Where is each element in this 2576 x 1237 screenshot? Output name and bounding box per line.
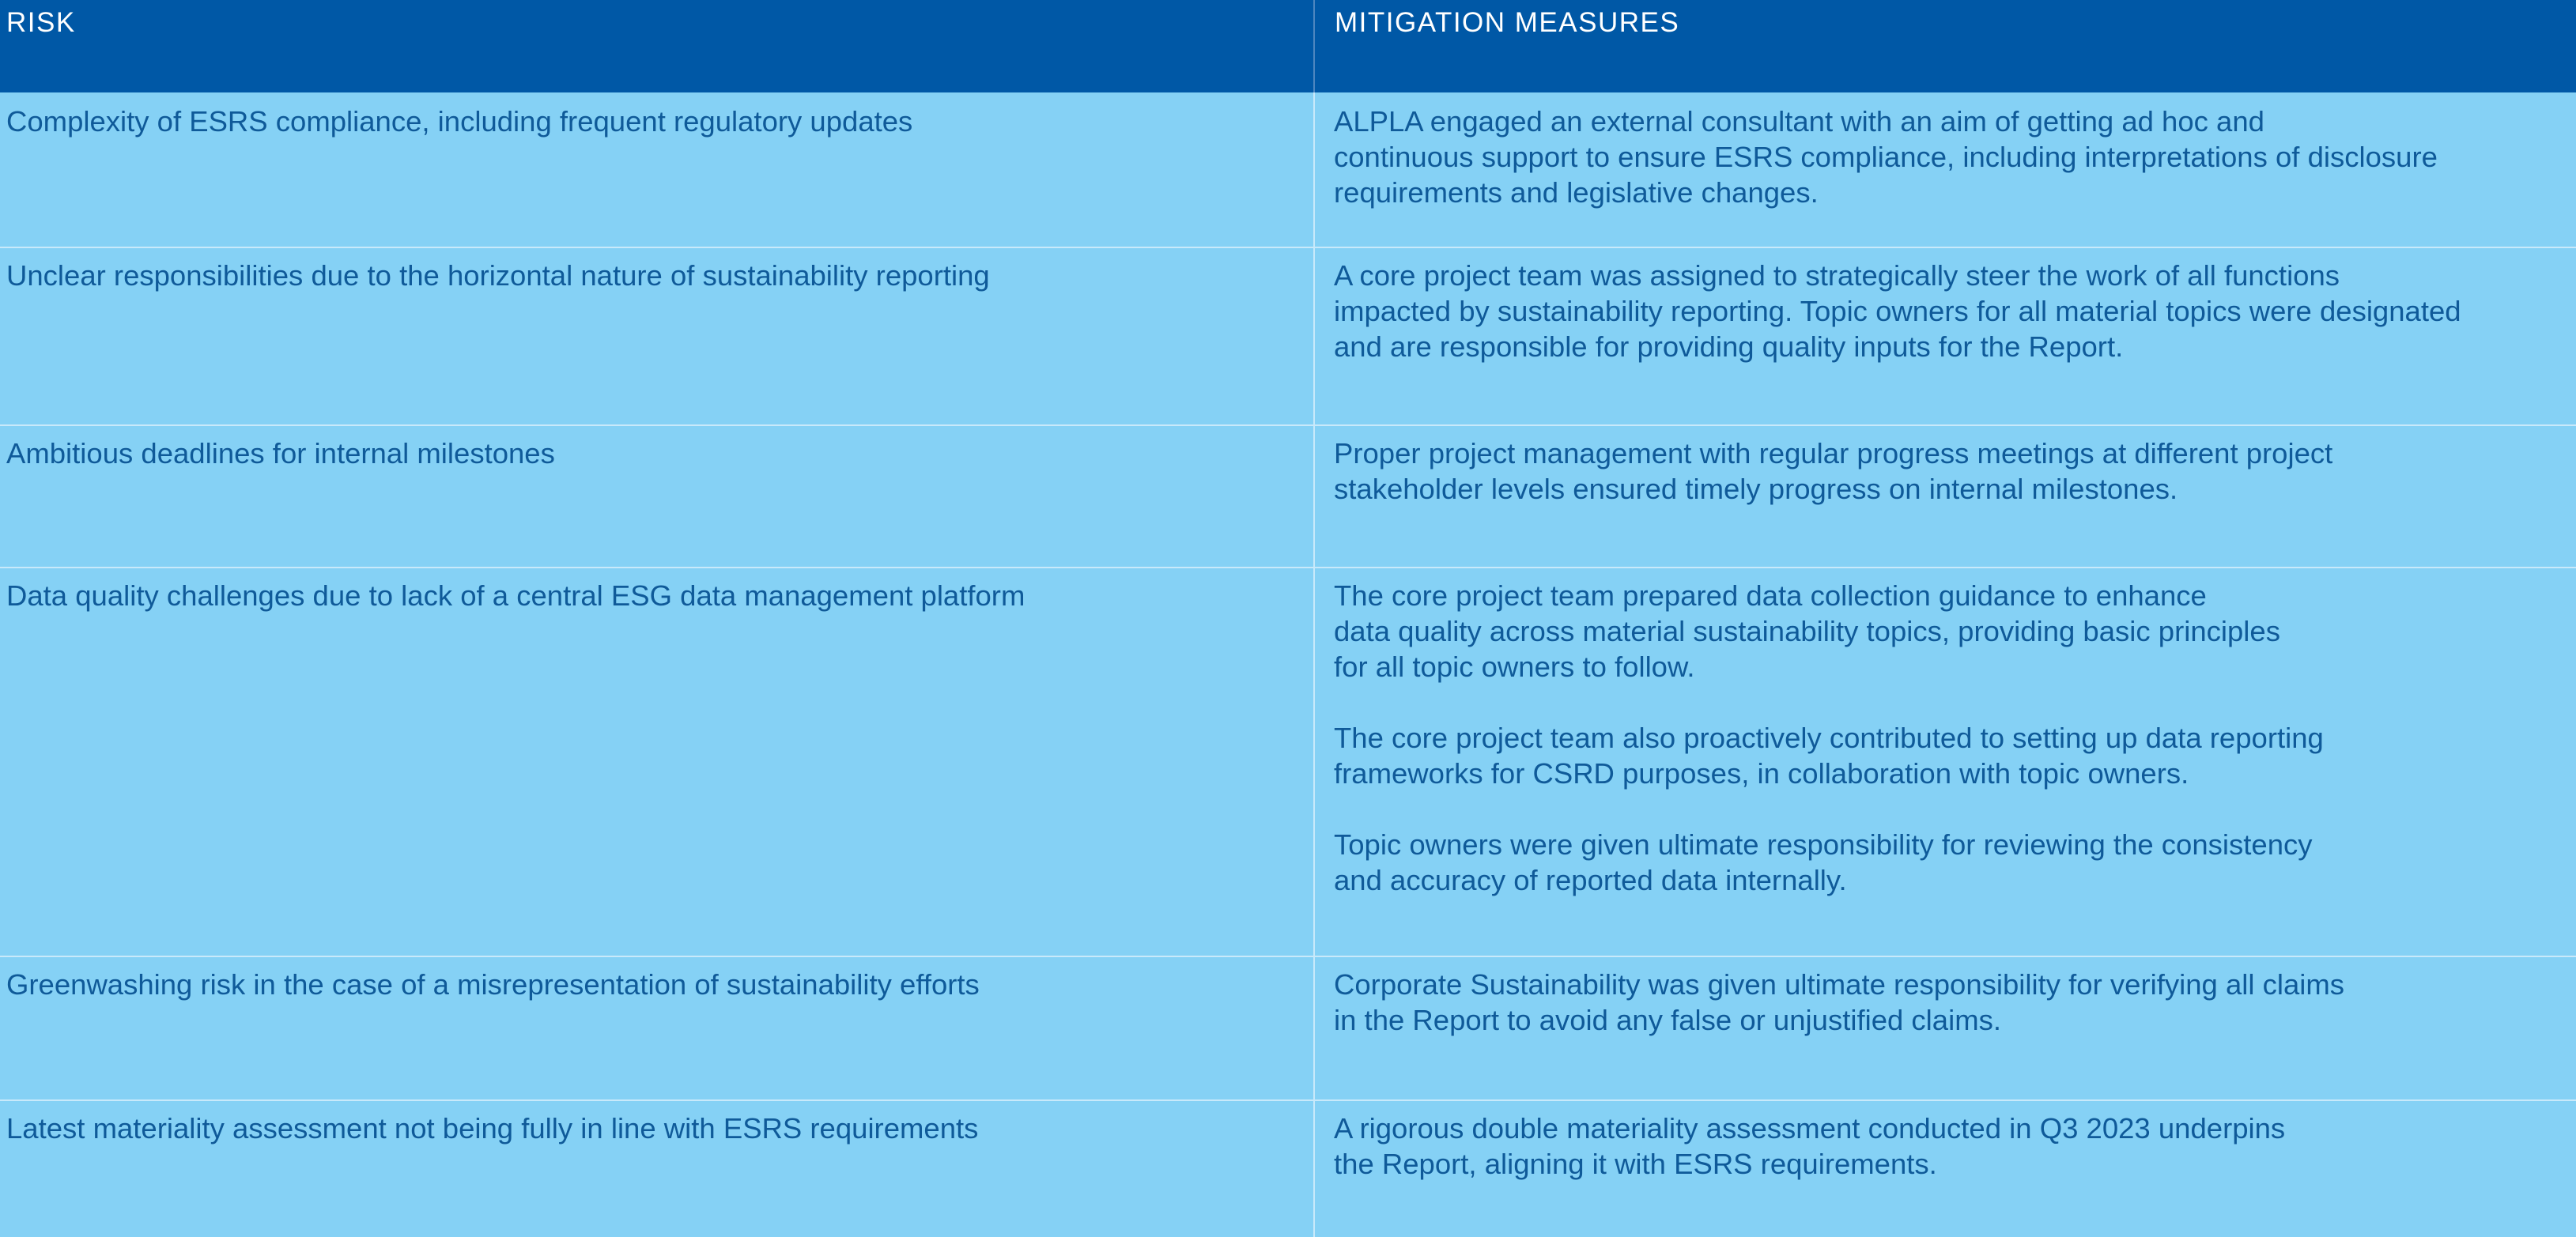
mitigation-text-line: continuous support to ensure ESRS compliance, including interpretations of disclosure bbox=[1334, 141, 2438, 173]
row-divider bbox=[0, 956, 2576, 957]
header-column-divider bbox=[1313, 0, 1315, 92]
risk-cell: Ambitious deadlines for internal milestones bbox=[6, 437, 555, 470]
paragraph-gap bbox=[1334, 684, 2567, 720]
mitigation-text-line: the Report, aligning it with ESRS requirements. bbox=[1334, 1148, 1937, 1180]
mitigation-text-line: and are responsible for providing quality inputs for the Report. bbox=[1334, 330, 2124, 363]
row-divider bbox=[0, 424, 2576, 426]
mitigation-cell bbox=[1334, 967, 2567, 1038]
paragraph-gap bbox=[1334, 791, 2567, 827]
mitigation-text-line: data quality across material sustainability topics, providing basic principles bbox=[1334, 615, 2280, 647]
risk-cell: Greenwashing risk in the case of a misrepresentation of sustainability efforts bbox=[6, 968, 980, 1001]
mitigation-text-line: requirements and legislative changes. bbox=[1334, 176, 1819, 209]
mitigation-text-line: The core project team prepared data collection guidance to enhance bbox=[1334, 579, 2207, 612]
row-divider bbox=[0, 567, 2576, 568]
mitigation-text-line: impacted by sustainability reporting. Topic owners for all material topics were designated bbox=[1334, 295, 2461, 327]
mitigation-text-line: in the Report to avoid any false or unjustified claims. bbox=[1334, 1004, 2001, 1036]
mitigation-text-line: Corporate Sustainability was given ultimate responsibility for verifying all claims bbox=[1334, 968, 2345, 1001]
mitigation-cell bbox=[1334, 104, 2567, 210]
mitigation-cell bbox=[1334, 258, 2567, 364]
mitigation-text-line: ALPLA engaged an external consultant with an aim of getting ad hoc and bbox=[1334, 105, 2264, 138]
mitigation-text-line: for all topic owners to follow. bbox=[1334, 651, 1695, 683]
risk-cell: Unclear responsibilities due to the horizontal nature of sustainability reporting bbox=[6, 259, 990, 292]
row-divider bbox=[0, 1099, 2576, 1101]
mitigation-text-line: and accuracy of reported data internally. bbox=[1334, 864, 1847, 896]
mitigation-text-line: Topic owners were given ultimate responsibility for reviewing the consistency bbox=[1334, 828, 2313, 861]
row-divider bbox=[0, 247, 2576, 248]
risk-cell: Latest materiality assessment not being fully in line with ESRS requirements bbox=[6, 1112, 979, 1145]
mitigation-text-line: Proper project management with regular progress meetings at different project bbox=[1334, 437, 2333, 470]
header-mitigation-measures: MITIGATION MEASURES bbox=[1335, 7, 1680, 38]
mitigation-text-line: A core project team was assigned to strategically steer the work of all functions bbox=[1334, 259, 2340, 292]
column-divider bbox=[1313, 0, 1315, 1237]
mitigation-text-line: stakeholder levels ensured timely progress on internal milestones. bbox=[1334, 473, 2178, 505]
mitigation-text-line: A rigorous double materiality assessment conducted in Q3 2023 underpins bbox=[1334, 1112, 2286, 1145]
mitigation-text-line: The core project team also proactively contributed to setting up data reporting bbox=[1334, 722, 2324, 754]
header-risk: RISK bbox=[6, 7, 76, 38]
table-header bbox=[0, 0, 2576, 92]
risk-cell: Complexity of ESRS compliance, including frequent regulatory updates bbox=[6, 105, 913, 138]
mitigation-cell bbox=[1334, 1111, 2567, 1182]
mitigation-cell bbox=[1334, 436, 2567, 507]
mitigation-text-line: frameworks for CSRD purposes, in collaboration with topic owners. bbox=[1334, 757, 2189, 790]
mitigation-cell bbox=[1334, 578, 2567, 898]
risk-cell: Data quality challenges due to lack of a central ESG data management platform bbox=[6, 579, 1025, 612]
